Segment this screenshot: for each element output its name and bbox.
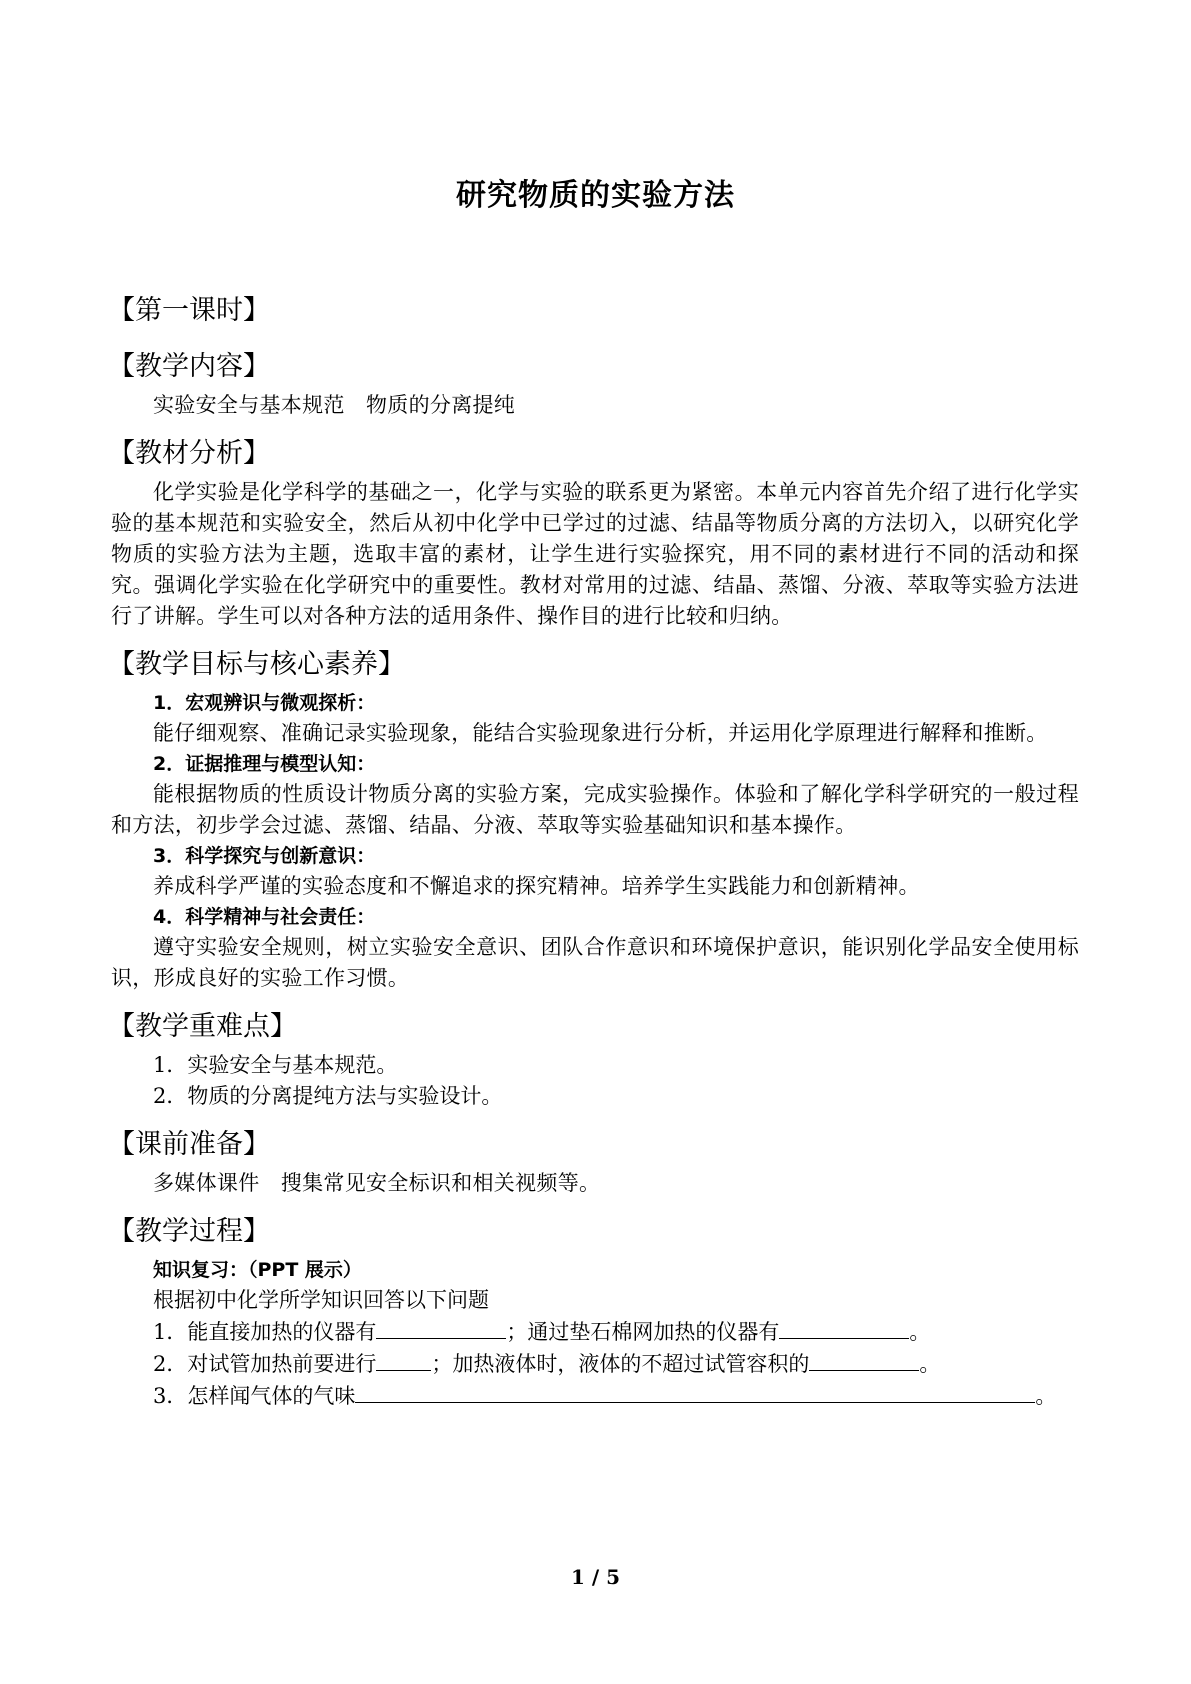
- review-title: 知识复习：（PPT 展示）: [153, 1259, 362, 1281]
- question-2: [111, 1348, 1079, 1380]
- heading-key-points: 【教学重难点】: [108, 1011, 297, 1042]
- heading-goals: 【教学目标与核心素养】: [108, 649, 405, 680]
- question-3-part-a: 3．怎样闻气体的气味: [153, 1384, 356, 1408]
- page-title: 研究物质的实验方法: [456, 178, 735, 213]
- key-point-1: 1．实验安全与基本规范。: [153, 1053, 398, 1077]
- answer-blank[interactable]: [779, 1316, 909, 1339]
- heading-teaching-content: 【教学内容】: [108, 351, 270, 382]
- heading-lesson: 【第一课时】: [108, 295, 270, 326]
- textbook-analysis-text: 化学实验是化学科学的基础之一，化学与实验的联系更为紧密。本单元内容首先介绍了进行化学实验的基本规范和实验安全，然后从初中化学中已学过的过滤、结晶等物质分离的方法切入，以研究化学物质的实验方法为主题，选取丰富的素材，让学生进行实验探究，用不同的素材进行不同的活动和探究。强调化学实验在化学研究中的重要性。教材对常用的过滤、结晶、蒸馏、分液、萃取等实验方法进行了讲解。学生可以对各种方法的适用条件、操作目的进行比较和归纳。: [111, 480, 1079, 628]
- answer-blank[interactable]: [376, 1348, 431, 1371]
- goal-4-title: 4．科学精神与社会责任：: [153, 906, 376, 928]
- page-number: 1 / 5: [570, 1565, 621, 1589]
- heading-preparation: 【课前准备】: [108, 1129, 270, 1160]
- teaching-content-text: 实验安全与基本规范 物质的分离提纯: [153, 393, 516, 417]
- key-point-2: 2．物质的分离提纯方法与实验设计。: [153, 1084, 503, 1108]
- goal-2-title: 2．证据推理与模型认知：: [153, 753, 376, 775]
- question-2-part-a: 2．对试管加热前要进行: [153, 1352, 377, 1376]
- goal-3-text: 养成科学严谨的实验态度和不懈追求的探究精神。培养学生实践能力和创新精神。: [153, 874, 920, 898]
- question-2-part-b: ；加热液体时，液体的不超过试管容积的: [431, 1352, 810, 1376]
- goal-1-title: 1．宏观辨识与微观探析：: [153, 692, 376, 714]
- document-body: [108, 292, 1079, 1412]
- review-intro: 根据初中化学所学知识回答以下问题: [153, 1288, 489, 1312]
- preparation-text: 多媒体课件 搜集常见安全标识和相关视频等。: [153, 1171, 601, 1195]
- answer-blank[interactable]: [809, 1348, 919, 1371]
- goal-4-text: 遵守实验安全规则，树立实验安全意识、团队合作意识和环境保护意识，能识别化学品安全使用标识，形成良好的实验工作习惯。: [111, 935, 1079, 990]
- answer-blank[interactable]: [355, 1380, 1035, 1403]
- question-3: [111, 1380, 1079, 1412]
- question-3-part-b: 。: [1035, 1384, 1057, 1408]
- goal-2-text: 能根据物质的性质设计物质分离的实验方案，完成实验操作。体验和了解化学科学研究的一般过程和方法，初步学会过滤、蒸馏、结晶、分液、萃取等实验基础知识和基本操作。: [111, 782, 1079, 837]
- question-1-part-a: 1．能直接加热的仪器有: [153, 1320, 377, 1344]
- question-2-part-c: 。: [919, 1352, 941, 1376]
- question-1-part-c: 。: [909, 1320, 931, 1344]
- answer-blank[interactable]: [376, 1316, 506, 1339]
- heading-textbook-analysis: 【教材分析】: [108, 438, 270, 469]
- question-1: [111, 1316, 1079, 1348]
- question-1-part-b: ；通过垫石棉网加热的仪器有: [506, 1320, 780, 1344]
- goal-1-text: 能仔细观察、准确记录实验现象，能结合实验现象进行分析，并运用化学原理进行解释和推断。: [153, 721, 1048, 745]
- goal-3-title: 3．科学探究与创新意识：: [153, 845, 376, 867]
- heading-teaching-process: 【教学过程】: [108, 1216, 270, 1247]
